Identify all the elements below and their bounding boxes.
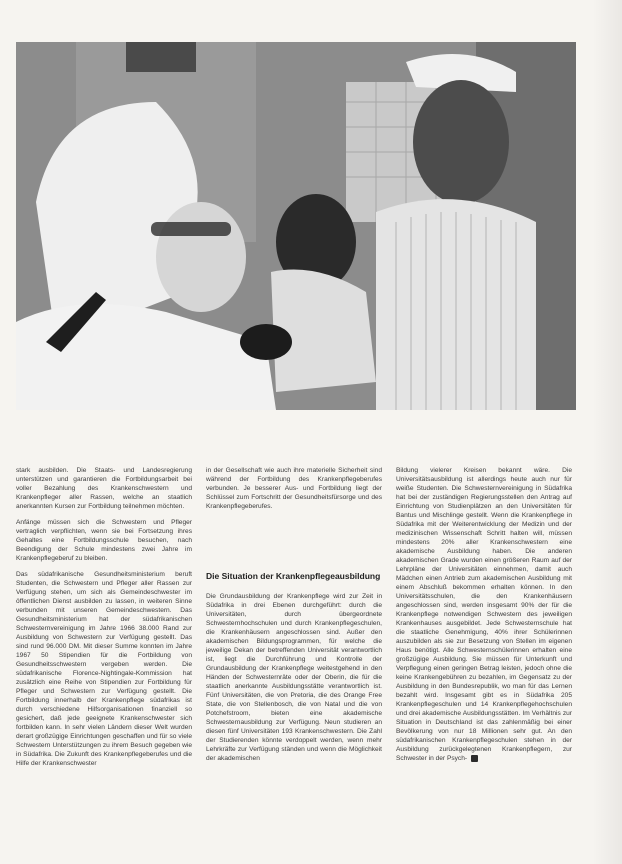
column1-paragraph-2: Anfänge müssen sich die Schwestern und Pfleger vertraglich verpflichten, wenn sie bei Fortsetzung ihres Gehaltes eine Fortbildungsschule besuchen, nach Beendigung der Schule mindestens zwei Jahre im Krankenpflegeberuf zu bleiben. (16, 519, 192, 562)
nurse-face-right (413, 80, 509, 204)
page-edge-shadow (592, 0, 622, 864)
photograph (16, 42, 576, 410)
column3-paragraph-1 (396, 466, 572, 763)
column2-paragraph-1: in der Gesellschaft wie auch ihre materielle Sicherheit sind während der Fortbildung des Krankenpflegeberufes verbunden. Je besserer Aus- und Fortbildung liegt der Schlüssel zum Fortschritt der Gesundheitsfürsorge und des Krankenpflegeberufes. (206, 467, 382, 510)
column1-paragraph-3: Das südafrikanische Gesundheitsministerium beruft Studenten, die Schwestern und Pfleger aller Rassen zur Verfügung stehen, um sich als Gemeindeschwester im öffentlichen Dienst ausbilden zu lassen, in weiteren Sinne verbunden mit unseren Gemeindeschwestern. Das Gesundheitsministerium hat der südafrikanischen Schwesternvereinigung im Jahre 1966 38.000 Rand zur Ausbildung von Schwestern zur Verfügung gestellt. Das sind rund 96.000 DM. Mit dieser Summe konnten im Jahre 1967 50 Stipendien für die Fortbildung von Gesundheitsschwestern vergeben werden. Die südafrikanische Florence-Nightingale-Kommission hat zusätzlich eine Reihe von Stipendien zur Fortbildung für Pfleger und Schwestern zur Verfügung gestellt. Die Fortbildung innerhalb der Krankenpflege südafrikas ist durch verschiedene Hilfsorganisationen finanziell so gesichert, daß jede geeignete Krankenschwester sich fortbilden kann. In sehr vielen Ländern dieser Welt wurden derart großzügige Einrichtungen geschaffen und für so viele Schwestern Unterstützungen zu ihrem Besuch gegeben wie in Südafrika. Die Zukunft des Krankenpflegeberufes und die Hilfe der Krankenschwester (16, 571, 192, 767)
section-heading: Die Situation der Krankenpflegeausbildung (206, 571, 381, 581)
window-frame (126, 42, 196, 72)
end-of-article-icon (471, 755, 478, 762)
column2-paragraph-2: Die Grundausbildung der Krankenpflege wird zur Zeit in Südafrika in drei Ebenen durchgeführt: durch die Universitäten, durch übergeordnete Schwesternhochschulen und durch Krankenpflegeschulen, die Krankenhäusern angeschlossen sind. Außer den akademischen Bildungsprogrammen, für welche die jeweilige Dekan der betreffenden Universität verantwortlich ist, liegt die Durchführung und Kontrolle der Grundausbildung der Krankenpflege weitestgehend in den Händen der Schwesternräte oder der Oberin, die für die staatlich anerkannte Ausbildungsstätte verantwortlich ist. Fünf Universitäten, die von Pretoria, die des Orange Free State, die von Stellenbosch, die von Natal und die von Potchefstroom, bieten eine akademische Schwesternausbildung zur Verfügung. Neun studieren an diesen fünf Universitäten 193 Krankenschwestern. Die Zahl der Studierenden könnte verdoppelt werden, wenn mehr Lehrkräfte zur Verfügung ständen und wenn die Möglichkeit der akademischen (206, 593, 382, 762)
column1-paragraph-1: stark ausbilden. Die Staats- und Landesregierung unterstützen und garantieren die Fortbildungsarbeit bei voller Bezahlung des Krankenschwestern und Krankenpfleger aller Rassen, welche an staatlich anerkannten Kursen zur Fortbildung teilnehmen möchten. (16, 467, 192, 510)
text-column-3 (396, 466, 572, 856)
text-column-1 (16, 466, 192, 856)
article-text (16, 466, 582, 856)
column3-text: Bildung vielerer Kreisen bekannt wäre. Die Universitätsausbildung ist allerdings heute auch nur für weiße Studenten. Die Schwesternvereinigung in Südafrika hat bei der zuständigen Regierungsstellen den Antrag auf Einrichtung von Studienplätzen an den Universitäten für Bantus und Mischlinge gestellt. Wenn die Krankenpflege in Südafrika mit der Weiterentwicklung der Medizin und der medizinischen Wissenschaft Schritt halten will, müssen mindestens 20% aller Krankenschwestern eine akademische Ausbildung haben. Die anderen akademischen Grade wurden einen größeren Raum auf der Lehrpläne der Universitäten einnehmen, damit auch Mädchen einen Antrieb zum akademischen Ausbildung mit einem Abschluß bekommen erhalten können. In den Universitätsschulen, die den Krankenhäusern angeschlossen sind, werden insgesamt 90% der für die Krankenpflege notwendigen Schwestern des jeweiligen Krankenhauses ausgebildet. Jede Schwesternschule hat die staatliche Genehmigung, 40% ihrer Schülerinnen auszubilden als sie zur Besetzung von Stellen im eigenen Haus benötigt. Alle Schwesternschülerinnen erhalten eine großzügige Ausbildung. Sie müssen für Unterkunft und Verpflegung einen geringen Betrag leisten, jedoch ohne die keine Krankengebühren zu bezahlen, im Gegensatz zu der Ausbildung in den Bundesrepublik, wo man für das Lernen bezahlt wird. Insgesamt gibt es in Südafrika 205 Krankenpflegeschulen und 14 Krankenpflegehochschulen und drei akademische Ausbildungsstätten. Im Verhältnis zur Situation in Deutschland ist das zahlenmäßig bei einer Bevölkerung von nur 18 Millionen sehr gut. An den südafrikanischen Krankenpflegeschulen stehen in der Ausbildung zurückgelegtenen Krankenpflegern, zur Schwester in der Psych- (396, 467, 572, 762)
nurse-face-left (156, 202, 246, 312)
text-column-2 (206, 466, 382, 856)
glasses (151, 222, 231, 236)
child-hand (240, 324, 292, 360)
photo-nurses-with-child (16, 42, 576, 410)
